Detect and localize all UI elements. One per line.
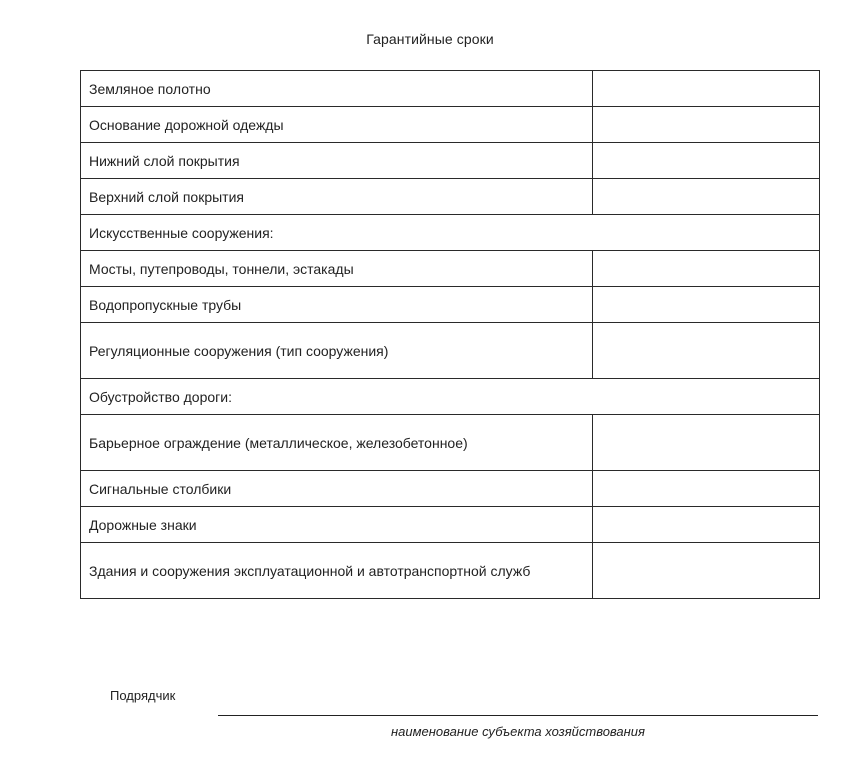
warranty-term-cell: [593, 71, 820, 107]
table-row: [81, 251, 820, 287]
table-row: [81, 71, 820, 107]
row-label: Водопропускные трубы: [81, 287, 593, 323]
warranty-term-cell: [593, 179, 820, 215]
row-label: Земляное полотно: [81, 71, 593, 107]
warranty-term-cell: [593, 251, 820, 287]
warranty-term-cell: [593, 471, 820, 507]
row-label: Нижний слой покрытия: [81, 143, 593, 179]
section-row: [81, 379, 820, 415]
warranty-term-cell: [593, 543, 820, 599]
contractor-label: Подрядчик: [110, 688, 176, 703]
warranty-term-cell: [593, 107, 820, 143]
warranty-term-cell: [593, 143, 820, 179]
table-row: [81, 507, 820, 543]
row-label: Регуляционные сооружения (тип сооружения): [81, 323, 593, 379]
table-row: [81, 107, 820, 143]
document-title: Гарантийные сроки: [366, 31, 494, 47]
row-label: Здания и сооружения эксплуатационной и автотранспортной служб: [81, 543, 593, 599]
table-row: [81, 543, 820, 599]
warranty-term-cell: [593, 323, 820, 379]
warranty-term-cell: [593, 507, 820, 543]
section-label: Обустройство дороги:: [81, 379, 820, 415]
table-row: [81, 323, 820, 379]
row-label: Основание дорожной одежды: [81, 107, 593, 143]
signature-line: [218, 715, 818, 716]
section-row: [81, 215, 820, 251]
table-row: [81, 179, 820, 215]
table-row: [81, 287, 820, 323]
table-row: [81, 415, 820, 471]
table-row: [81, 471, 820, 507]
warranty-term-cell: [593, 287, 820, 323]
row-label: Сигнальные столбики: [81, 471, 593, 507]
section-label: Искусственные сооружения:: [81, 215, 820, 251]
table-row: [81, 143, 820, 179]
signature-caption: наименование субъекта хозяйствования: [390, 724, 645, 739]
row-label: Верхний слой покрытия: [81, 179, 593, 215]
row-label: Барьерное ограждение (металлическое, железобетонное): [81, 415, 593, 471]
warranty-table: [80, 70, 820, 599]
warranty-term-cell: [593, 415, 820, 471]
row-label: Мосты, путепроводы, тоннели, эстакады: [81, 251, 593, 287]
row-label: Дорожные знаки: [81, 507, 593, 543]
